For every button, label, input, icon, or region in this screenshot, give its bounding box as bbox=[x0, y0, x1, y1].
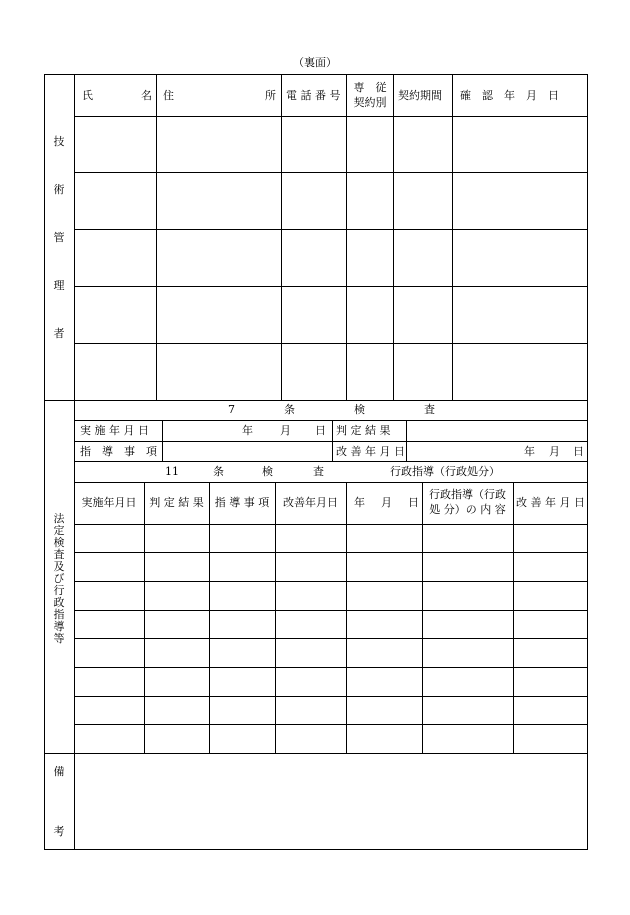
art11-col-line bbox=[513, 482, 514, 753]
art7-date-month: 月 bbox=[280, 424, 291, 437]
remarks-label-b: 考 bbox=[53, 825, 65, 838]
remarks-label-a: 備 bbox=[53, 765, 65, 778]
col-result: 判 定 結 果 bbox=[149, 496, 204, 509]
art7-improve-label: 改 善 年 月 日 bbox=[336, 445, 405, 458]
label-column-divider bbox=[74, 74, 75, 850]
header-name-a: 氏 bbox=[82, 89, 93, 102]
art11-row-line bbox=[74, 552, 588, 553]
art11-row-line bbox=[74, 667, 588, 668]
tech-header-line bbox=[74, 116, 588, 117]
art7-improve-month: 月 bbox=[549, 445, 560, 458]
page-caption: （裏面） bbox=[293, 56, 337, 69]
art11-col-line bbox=[209, 482, 210, 753]
inspection-side-label: 法定検査及び行政指導等 bbox=[53, 512, 65, 645]
header-name-b: 名 bbox=[141, 89, 152, 102]
header-senju: 専 従 bbox=[353, 81, 387, 94]
art7-col-line bbox=[332, 420, 333, 461]
header-phone: 電 話 番 号 bbox=[286, 89, 341, 102]
header-confirm-date: 確 認 年 月 日 bbox=[460, 89, 559, 102]
header-contract-period: 契約期間 bbox=[398, 89, 442, 102]
art7-improve-day: 日 bbox=[573, 445, 584, 458]
tech-col-line bbox=[156, 74, 157, 400]
tech-row-line bbox=[74, 286, 588, 287]
tech-admin-label-2: 術 bbox=[53, 183, 65, 196]
col-guidance: 指 導 事 項 bbox=[214, 496, 270, 509]
art7-title-num: 7 bbox=[228, 403, 235, 416]
art11-title-ken: 検 bbox=[262, 465, 273, 478]
col-admin-improve-date: 改 善 年 月 日 bbox=[516, 496, 585, 509]
art11-admin-title: 行政指導（行政処分） bbox=[390, 465, 500, 478]
art11-row-line bbox=[74, 610, 588, 611]
section-divider-remarks bbox=[44, 753, 588, 754]
art11-header-line bbox=[74, 482, 588, 483]
art11-header-line bbox=[74, 524, 588, 525]
col-date: 実施年月日 bbox=[81, 496, 137, 509]
header-addr-a: 住 bbox=[163, 89, 174, 102]
tech-col-line bbox=[393, 74, 394, 400]
col-admin-content-2: 処 分）の 内 容 bbox=[429, 503, 506, 516]
art7-date-year: 年 bbox=[242, 424, 253, 437]
tech-row-line bbox=[74, 172, 588, 173]
art7-title-ken: 検 bbox=[354, 403, 365, 416]
art7-improve-year: 年 bbox=[524, 445, 535, 458]
tech-row-line bbox=[74, 229, 588, 230]
col-ymd-year: 年 bbox=[354, 496, 365, 509]
art11-title-num: 11 bbox=[165, 465, 179, 478]
col-ymd-month: 月 bbox=[381, 496, 392, 509]
art11-col-line bbox=[422, 482, 423, 753]
tech-col-line bbox=[281, 74, 282, 400]
header-addr-b: 所 bbox=[265, 89, 276, 102]
art7-date-label: 実 施 年 月 日 bbox=[80, 424, 149, 437]
art7-line bbox=[74, 420, 588, 421]
tech-admin-label-5: 者 bbox=[53, 327, 65, 340]
art11-title-sa: 査 bbox=[313, 465, 324, 478]
section-divider-tech bbox=[44, 400, 588, 401]
col-ymd-day: 日 bbox=[408, 496, 419, 509]
art7-guidance-label: 指 導 事 項 bbox=[80, 445, 157, 458]
art11-row-line bbox=[74, 581, 588, 582]
col-improve-date: 改善年月日 bbox=[283, 496, 338, 509]
art7-line bbox=[74, 461, 588, 462]
tech-row-line bbox=[74, 343, 588, 344]
art11-row-line bbox=[74, 724, 588, 725]
header-contract-type: 契約別 bbox=[353, 96, 387, 109]
art7-title-sa: 査 bbox=[424, 403, 435, 416]
art7-col-line bbox=[162, 420, 163, 461]
tech-col-line bbox=[452, 74, 453, 400]
art7-result-label: 判 定 結 果 bbox=[336, 424, 391, 437]
tech-admin-label-4: 理 bbox=[53, 279, 65, 292]
tech-col-line bbox=[346, 74, 347, 400]
art11-col-line bbox=[346, 482, 347, 753]
art7-title-jo: 条 bbox=[284, 403, 295, 416]
art11-row-line bbox=[74, 638, 588, 639]
art11-col-line bbox=[275, 482, 276, 753]
art11-row-line bbox=[74, 696, 588, 697]
tech-admin-label-3: 管 bbox=[53, 231, 65, 244]
tech-admin-label-1: 技 bbox=[53, 135, 65, 148]
art7-date-day: 日 bbox=[315, 424, 326, 437]
form-frame bbox=[44, 74, 588, 850]
col-admin-content-1: 行政指導（行政 bbox=[429, 488, 506, 501]
art11-title-jo: 条 bbox=[213, 465, 224, 478]
art7-col-line bbox=[406, 420, 407, 461]
art7-line bbox=[74, 441, 588, 442]
art11-col-line bbox=[144, 482, 145, 753]
